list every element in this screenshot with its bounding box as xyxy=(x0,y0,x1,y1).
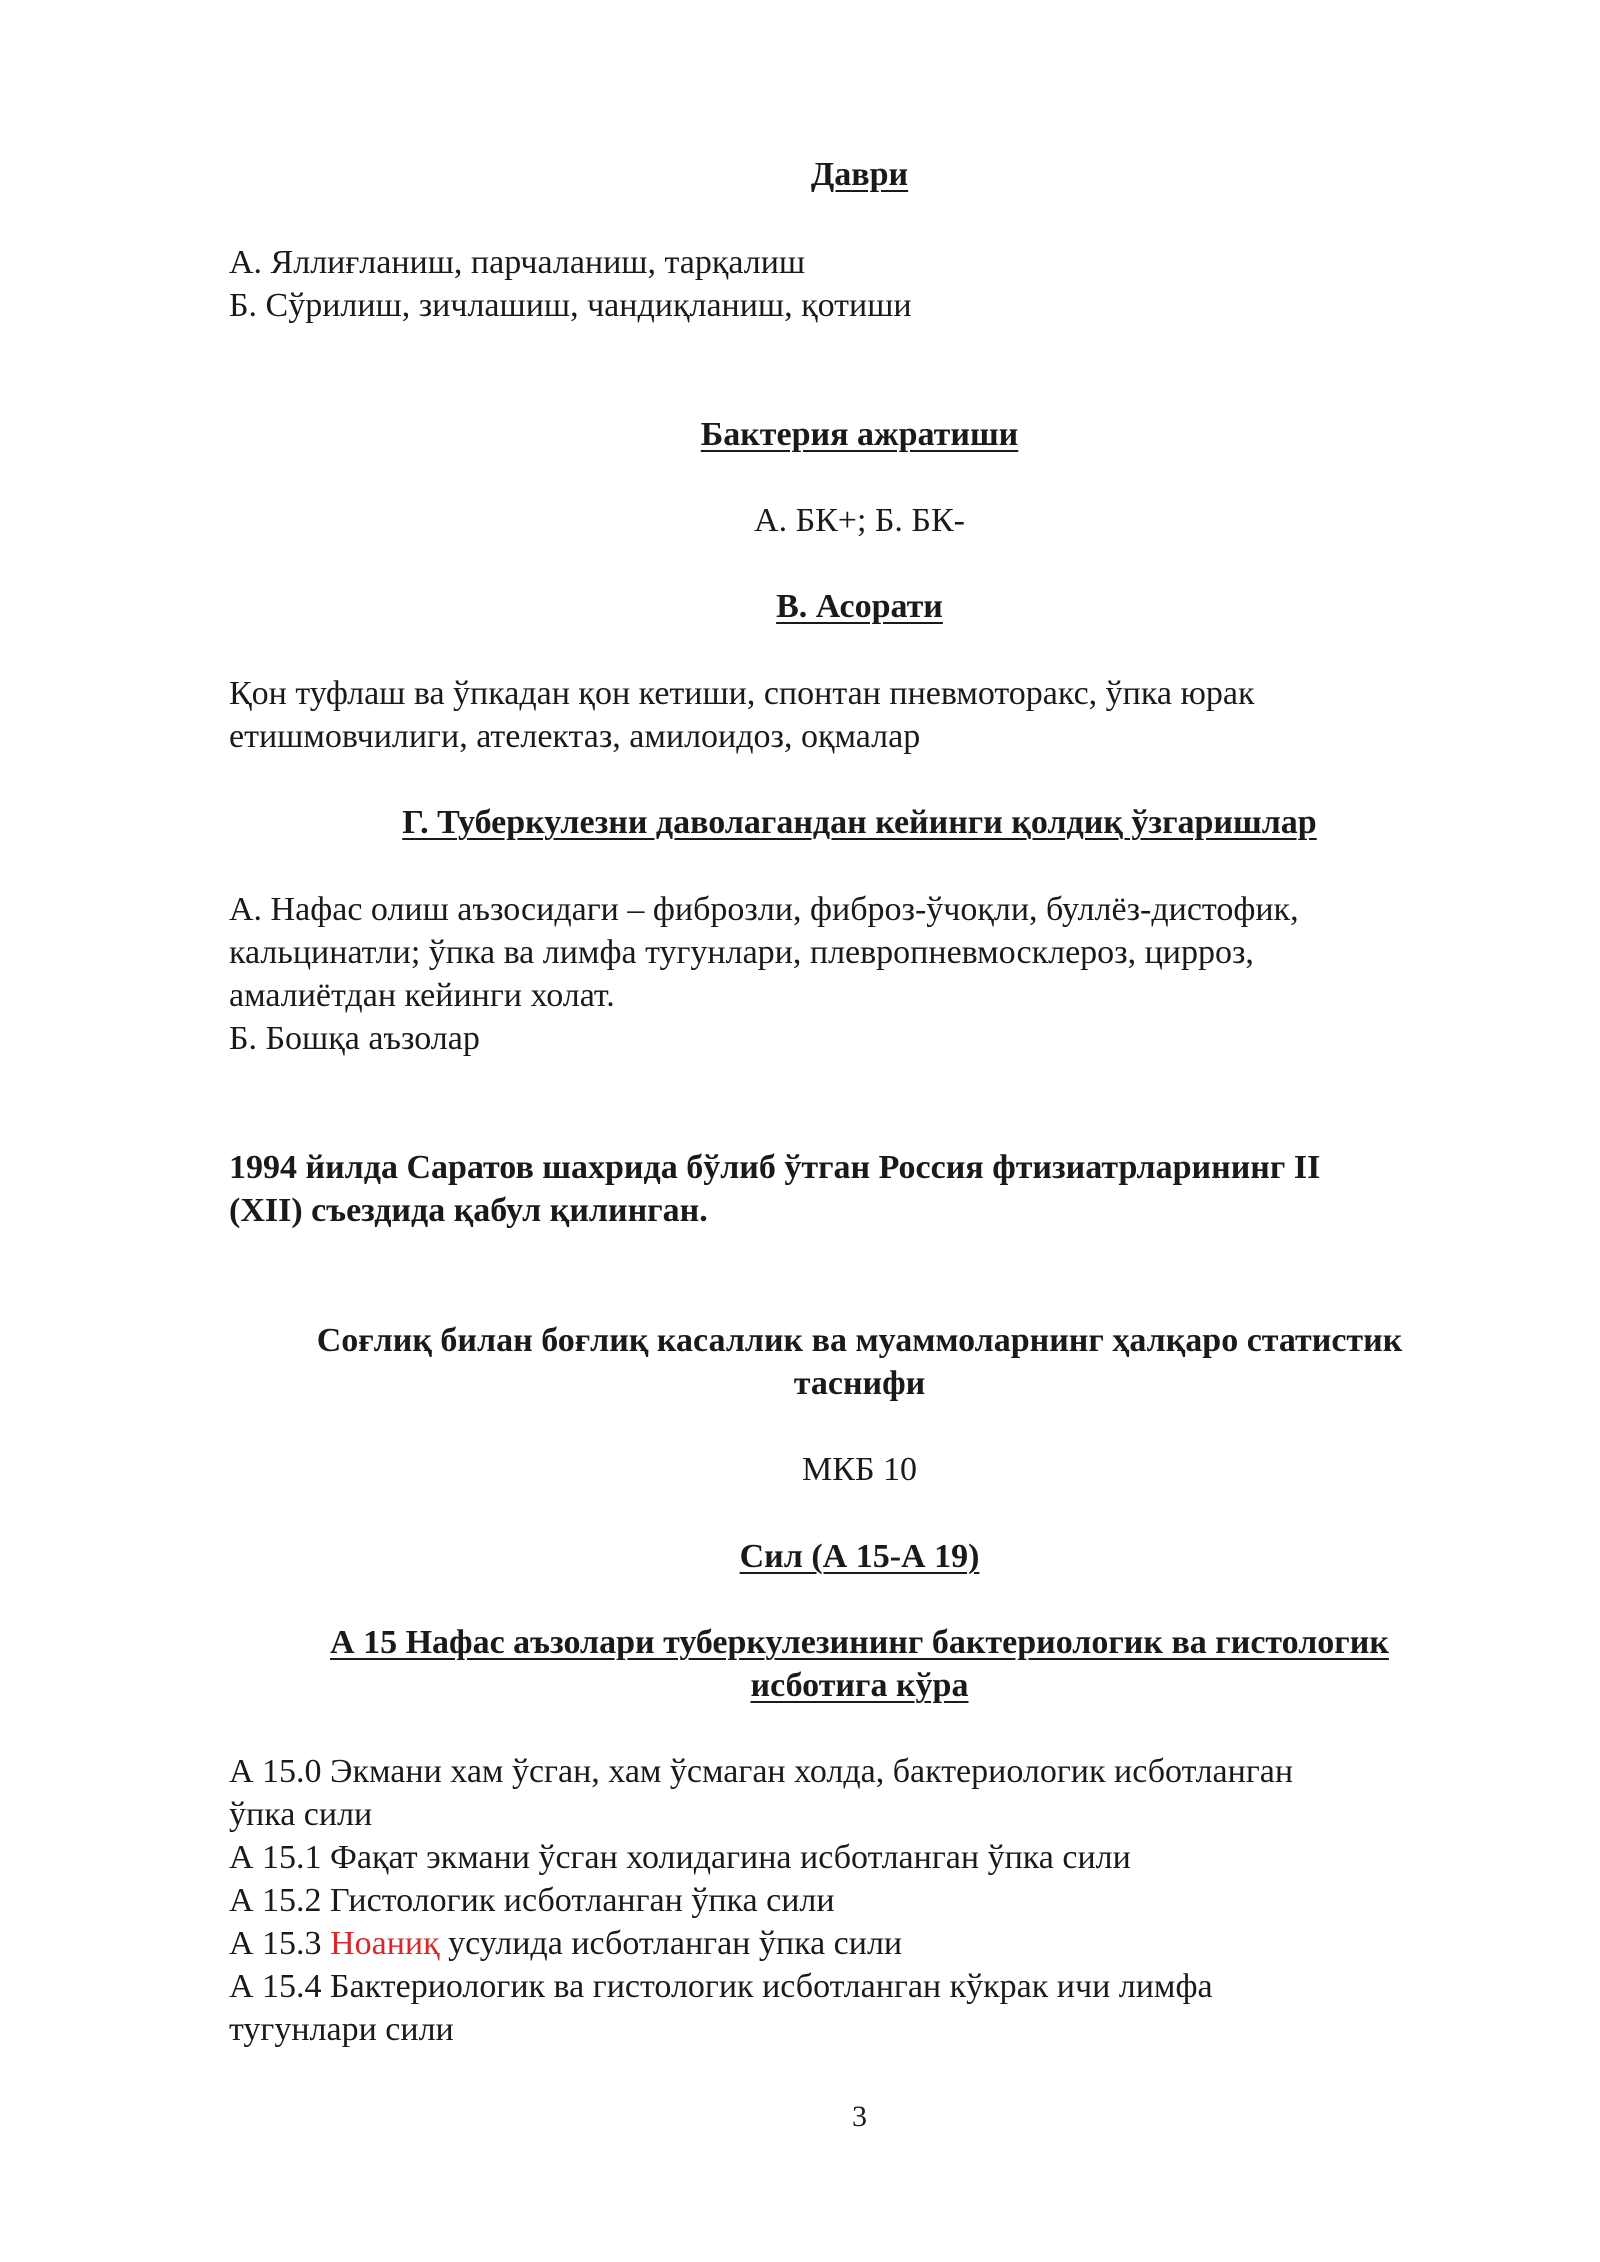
davri-item-b: Б. Сўрилиш, зичлашиш, чандиқланиш, қотиши xyxy=(229,287,912,324)
a15-3-prefix: А 15.3 xyxy=(229,1925,331,1962)
heading-bacteria: Бактерия ажратиши xyxy=(700,416,1019,453)
bacteria-values: А. БК+; Б. БК- xyxy=(754,502,965,539)
asorati-text-line-2: етишмовчилиги, ателектаз, амилоидоз, оқмалар xyxy=(229,718,921,755)
residual-b: Б. Бошқа аъзолар xyxy=(229,1020,480,1057)
a15-3 xyxy=(229,1922,1479,1965)
heading-davri: Даври xyxy=(810,156,909,193)
heading-asorati: В. Асорати xyxy=(776,588,943,625)
davri-item-a: А. Яллиғланиш, парчаланиш, тарқалиш xyxy=(229,244,806,281)
a15-2: А 15.2 Гистологик исботланган ўпка сили xyxy=(229,1882,835,1919)
heading-a15-line-1: А 15 Нафас аъзолари туберкулезининг бактериологик ва гистологик xyxy=(330,1624,1389,1661)
residual-a-line-3: амалиётдан кейинги холат. xyxy=(229,977,615,1014)
a15-0-line-1: А 15.0 Экмани хам ўсган, хам ўсмаган холда, бактериологик исботланган xyxy=(229,1753,1294,1790)
congress-line-1: 1994 йилда Саратов шахрида бўлиб ўтган Россия фтизиатрларининг II xyxy=(229,1149,1321,1186)
icd-title-line-2: таснифи xyxy=(793,1365,926,1402)
icd-title-line-1: Соғлиқ билан боғлиқ касаллик ва муаммоларнинг ҳалқаро статистик xyxy=(316,1322,1403,1359)
asorati-text-line-1: Қон туфлаш ва ўпкадан қон кетиши, спонтан пневмоторакс, ўпка юрак xyxy=(229,675,1255,712)
a15-4-line-1: А 15.4 Бактериологик ва гистологик исботланган кўкрак ичи лимфа xyxy=(229,1968,1213,2005)
a15-0-line-2: ўпка сили xyxy=(229,1796,373,1833)
congress-line-2: (XII) съездида қабул қилинган. xyxy=(229,1192,708,1229)
residual-a-line-1: А. Нафас олиш аъзосидаги – фиброзли, фиброз-ўчоқли, буллёз-дистофик, xyxy=(229,891,1299,928)
heading-sil: Сил (А 15-А 19) xyxy=(739,1538,980,1575)
heading-a15-line-2: исботига кўра xyxy=(750,1667,969,1704)
icd-code: МКБ 10 xyxy=(802,1451,917,1488)
a15-1: А 15.1 Фақат экмани ўсган холидагина исботланган ўпка сили xyxy=(229,1839,1131,1876)
a15-3-highlight: Ноаниқ xyxy=(330,1925,440,1962)
heading-residual-changes: Г. Туберкулезни даволагандан кейинги қолдиқ ўзгаришлар xyxy=(402,804,1317,841)
a15-4-line-2: тугунлари сили xyxy=(229,2011,454,2048)
a15-3-suffix: усулида исботланган ўпка сили xyxy=(439,1925,903,1962)
residual-a-line-2: кальцинатли; ўпка ва лимфа тугунлари, плевропневмосклероз, цирроз, xyxy=(229,934,1254,971)
page-number: 3 xyxy=(852,2100,867,2133)
